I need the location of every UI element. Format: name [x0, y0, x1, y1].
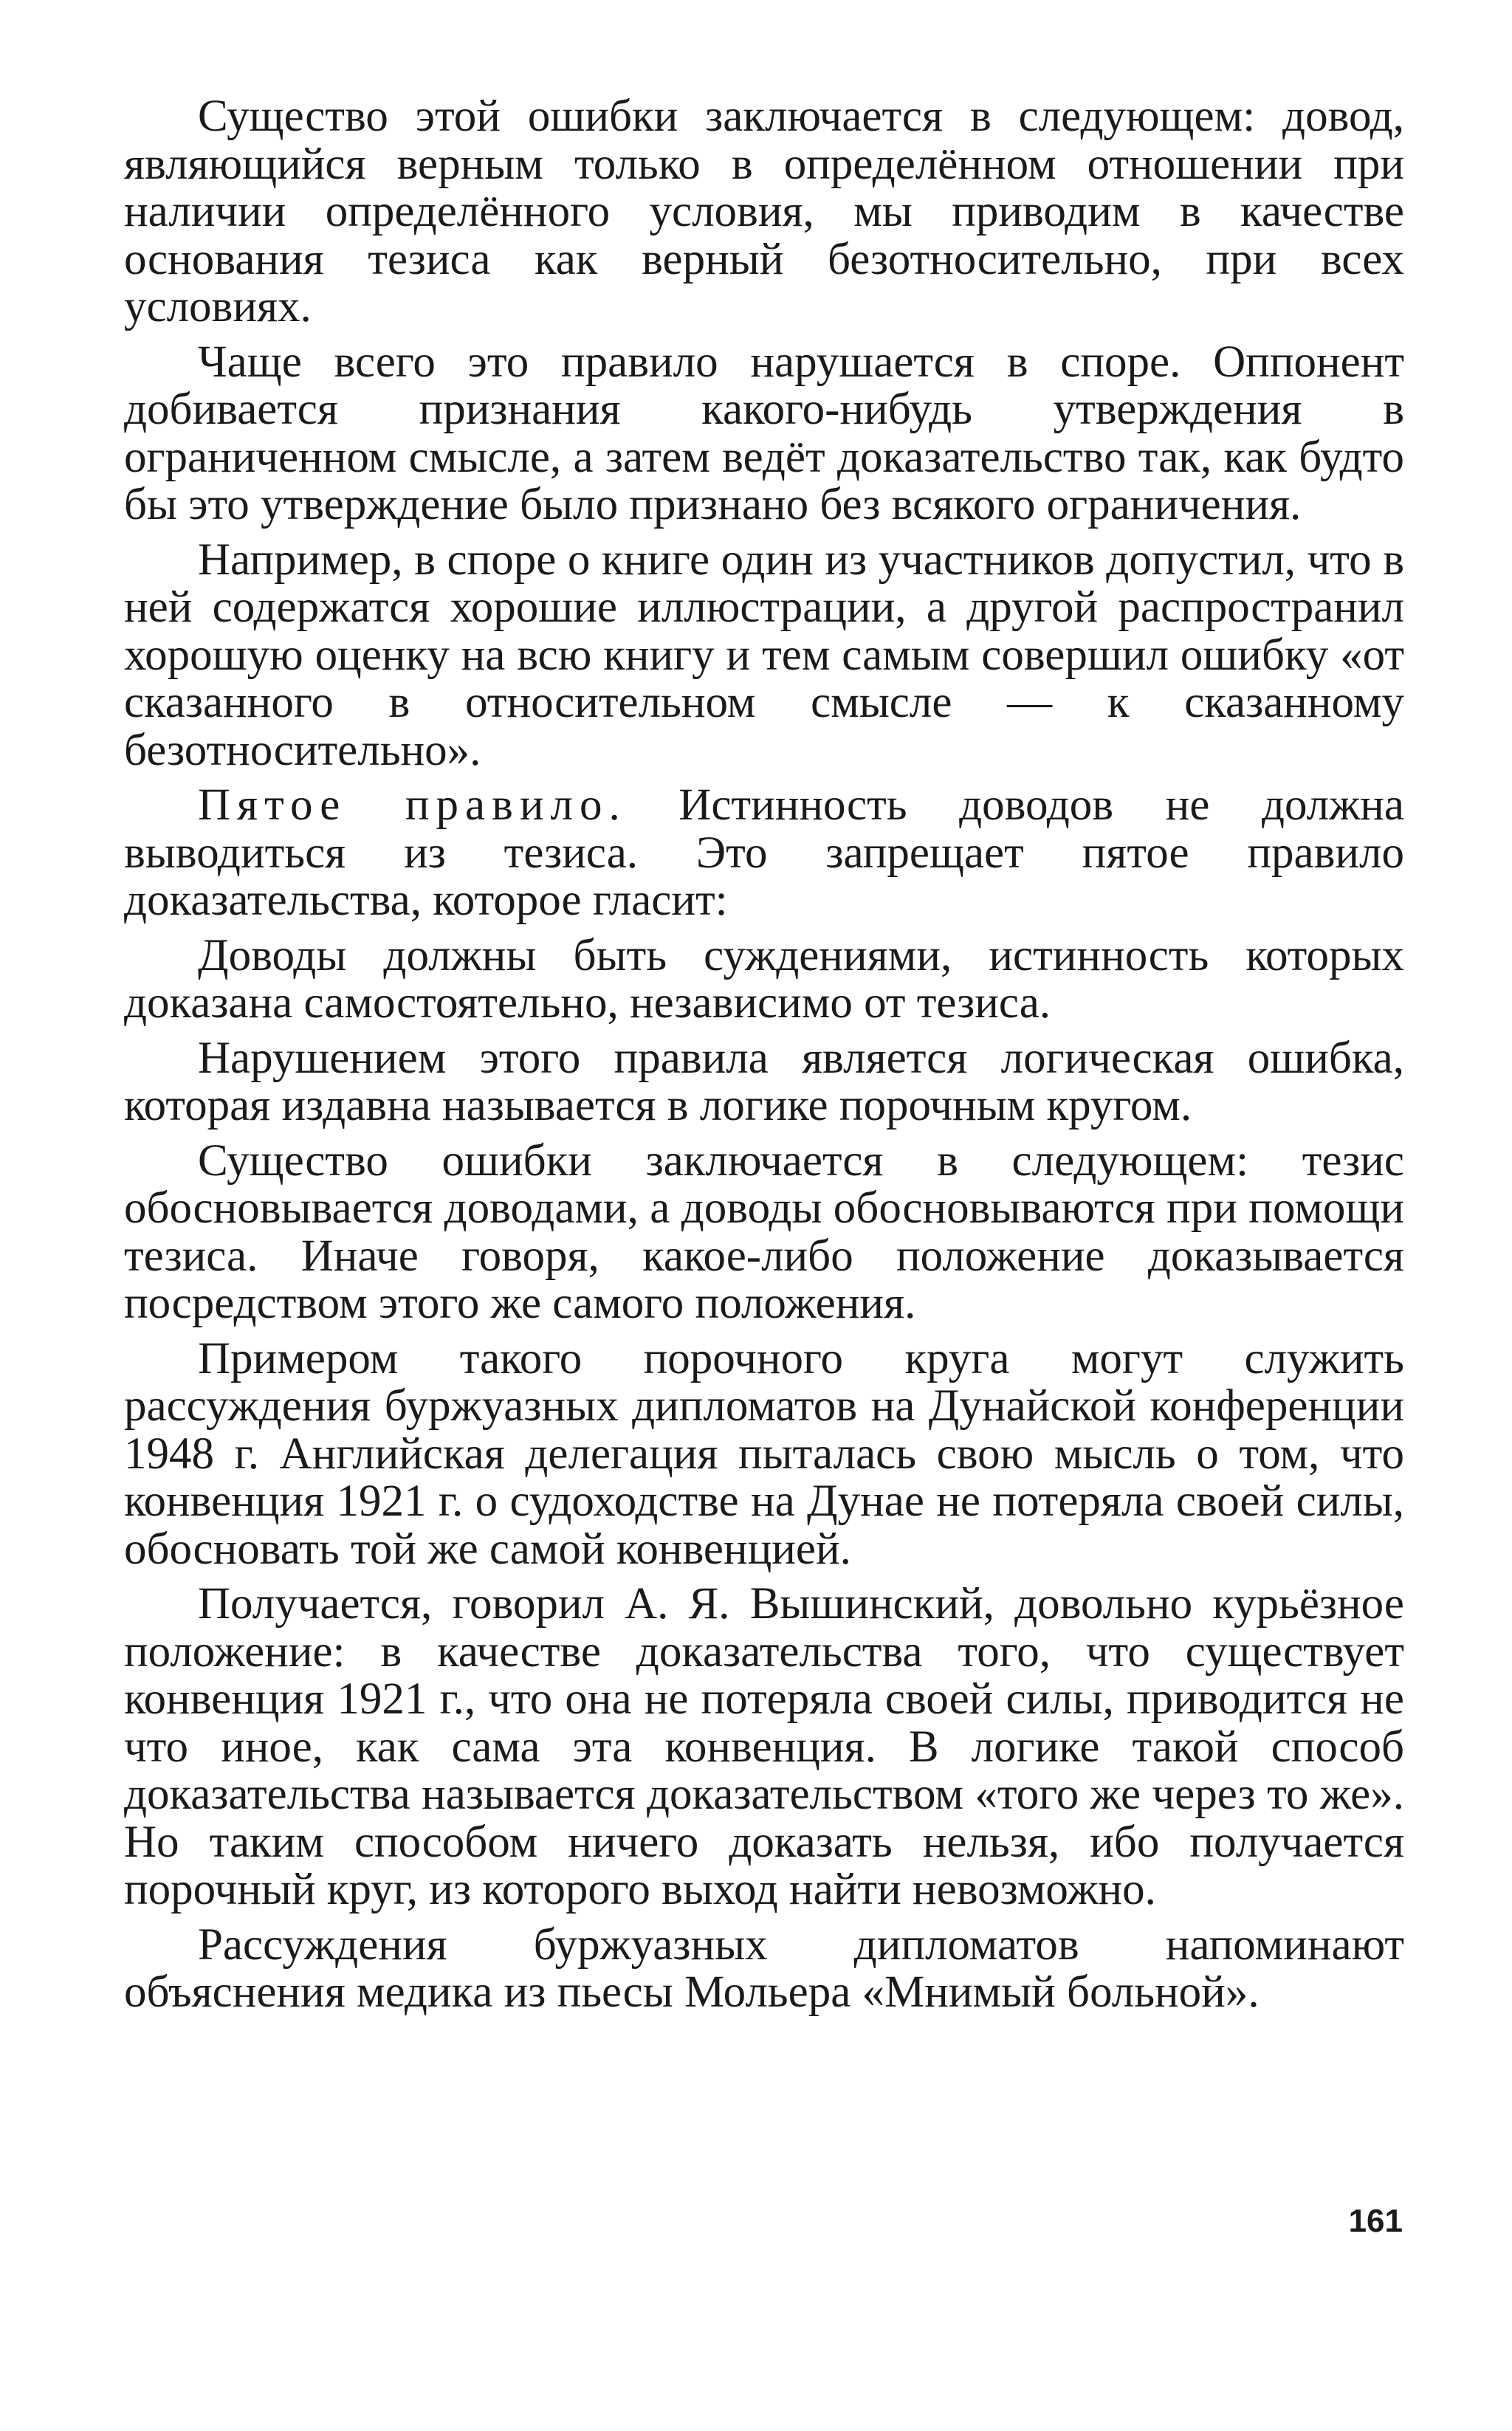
paragraph-1: Существо этой ошибки заключается в следующем: довод, являющийся верным только в определённом отношении при наличии определённого условия, мы приводим в качестве основания тезиса как верный безотносительно, при всех условиях.: [124, 92, 1404, 331]
paragraph-3: Например, в споре о книге один из участников допустил, что в ней содержатся хорошие иллюстрации, а другой распространил хорошую оценку на всю книгу и тем самым совершил ошибку «от сказанного в относительном смысле — к сказанному безотносительно».: [124, 534, 1404, 775]
rule-heading: Пятое правило.: [198, 780, 627, 830]
paragraph-10: Рассуждения буржуазных дипломатов напоминают объяснения медика из пьесы Мольера «Мнимый больной».: [124, 1919, 1404, 2017]
paragraph-8: Примером такого порочного круга могут служить рассуждения буржуазных дипломатов на Дунайской конференции 1948 г. Английская делегация пыталась свою мысль о том, что конвенция 1921 г. о судоходстве на Дунае не потеряла своей силы, обосновать той же самой конвенцией.: [124, 1333, 1404, 1574]
page-body: [124, 93, 1404, 2024]
paragraph-9: Получается, говорил А. Я. Вышинский, довольно курьёзное положение: в качестве доказательства того, что существует конвенция 1921 г., что она не потеряла своей силы, приводится не что иное, как сама эта конвенция. В логике такой способ доказательства называется доказательством «того же через то же». Но таким способом ничего доказать нельзя, ибо получается порочный круг, из которого выход найти невозможно.: [124, 1579, 1404, 1914]
paragraph-4: [124, 782, 1404, 925]
page-number: 161: [1348, 2203, 1403, 2239]
paragraph-6: Нарушением этого правила является логическая ошибка, которая издавна называется в логике порочным кругом.: [124, 1033, 1404, 1130]
paragraph-2: Чаще всего это правило нарушается в споре. Оппонент добивается признания какого-нибудь утверждения в ограниченном смысле, а затем ведёт доказательство так, как будто бы это утверждение было признано без всякого ограничения.: [124, 337, 1404, 529]
rule-intro: Истинность доводов не должна выводиться из тезиса. Это запрещает пятое правило доказательства, которое гласит:: [124, 780, 1404, 925]
rule-statement: Доводы должны быть суждениями, истинность которых доказана самостоятельно, независимо от тезиса.: [124, 930, 1404, 1028]
paragraph-7: Существо ошибки заключается в следующем: тезис обосновывается доводами, а доводы обосновываются при помощи тезиса. Иначе говоря, какое-либо положение доказывается посредством этого же самого положения.: [124, 1135, 1404, 1328]
